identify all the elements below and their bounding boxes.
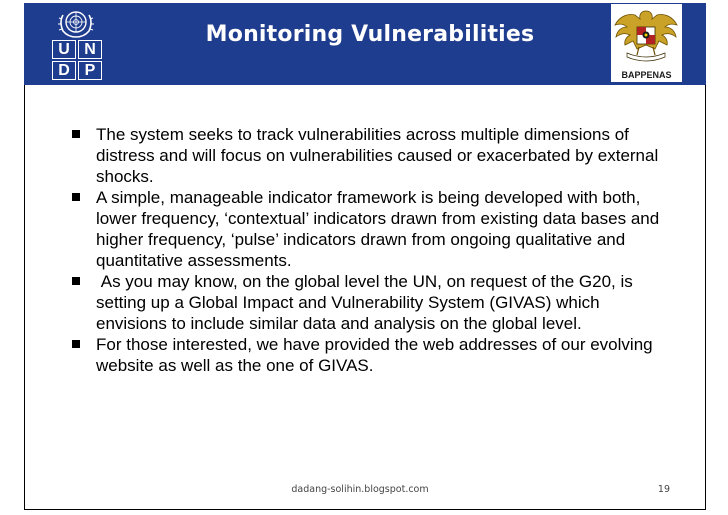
bappenas-label: BAPPENAS	[621, 70, 672, 80]
list-item	[70, 271, 670, 334]
garuda-emblem-icon	[613, 5, 680, 67]
undp-letter: N	[78, 40, 102, 59]
square-bullet-icon	[72, 193, 80, 201]
undp-letter: D	[52, 61, 76, 80]
bullet-text: For those interested, we have provided the web addresses of our evolving website as well as the one of GIVAS.	[96, 335, 653, 375]
footer-url: dadang-solihin.blogspot.com	[291, 484, 429, 495]
slide-title: Monitoring Vulnerabilities	[205, 22, 535, 47]
undp-letter: U	[52, 40, 76, 59]
square-bullet-icon	[72, 130, 80, 138]
bullet-text: A simple, manageable indicator framework is being developed with both, lower frequency, ‘contextual’ indicators drawn from existing data bases and higher frequency, ‘pulse’ indicators drawn from ongoing qualitative and quantitative assessments.	[96, 188, 660, 270]
list-item	[70, 124, 670, 187]
square-bullet-icon	[72, 277, 80, 285]
bullet-text: The system seeks to track vulnerabilities across multiple dimensions of distress and will focus on vulnerabilities caused or exacerbated by external shocks.	[96, 125, 659, 186]
un-emblem-icon	[56, 7, 96, 39]
list-item	[70, 334, 670, 376]
undp-letter-grid	[52, 40, 102, 80]
page-number: 19	[657, 484, 670, 495]
square-bullet-icon	[72, 340, 80, 348]
bullet-list	[70, 124, 670, 376]
list-item	[70, 187, 670, 271]
bullet-text: As you may know, on the global level the UN, on request of the G20, is setting up a Global Impact and Vulnerability System (GIVAS) which envisions to include similar data and analysis on the global level.	[96, 272, 638, 333]
undp-letter: P	[78, 61, 102, 80]
